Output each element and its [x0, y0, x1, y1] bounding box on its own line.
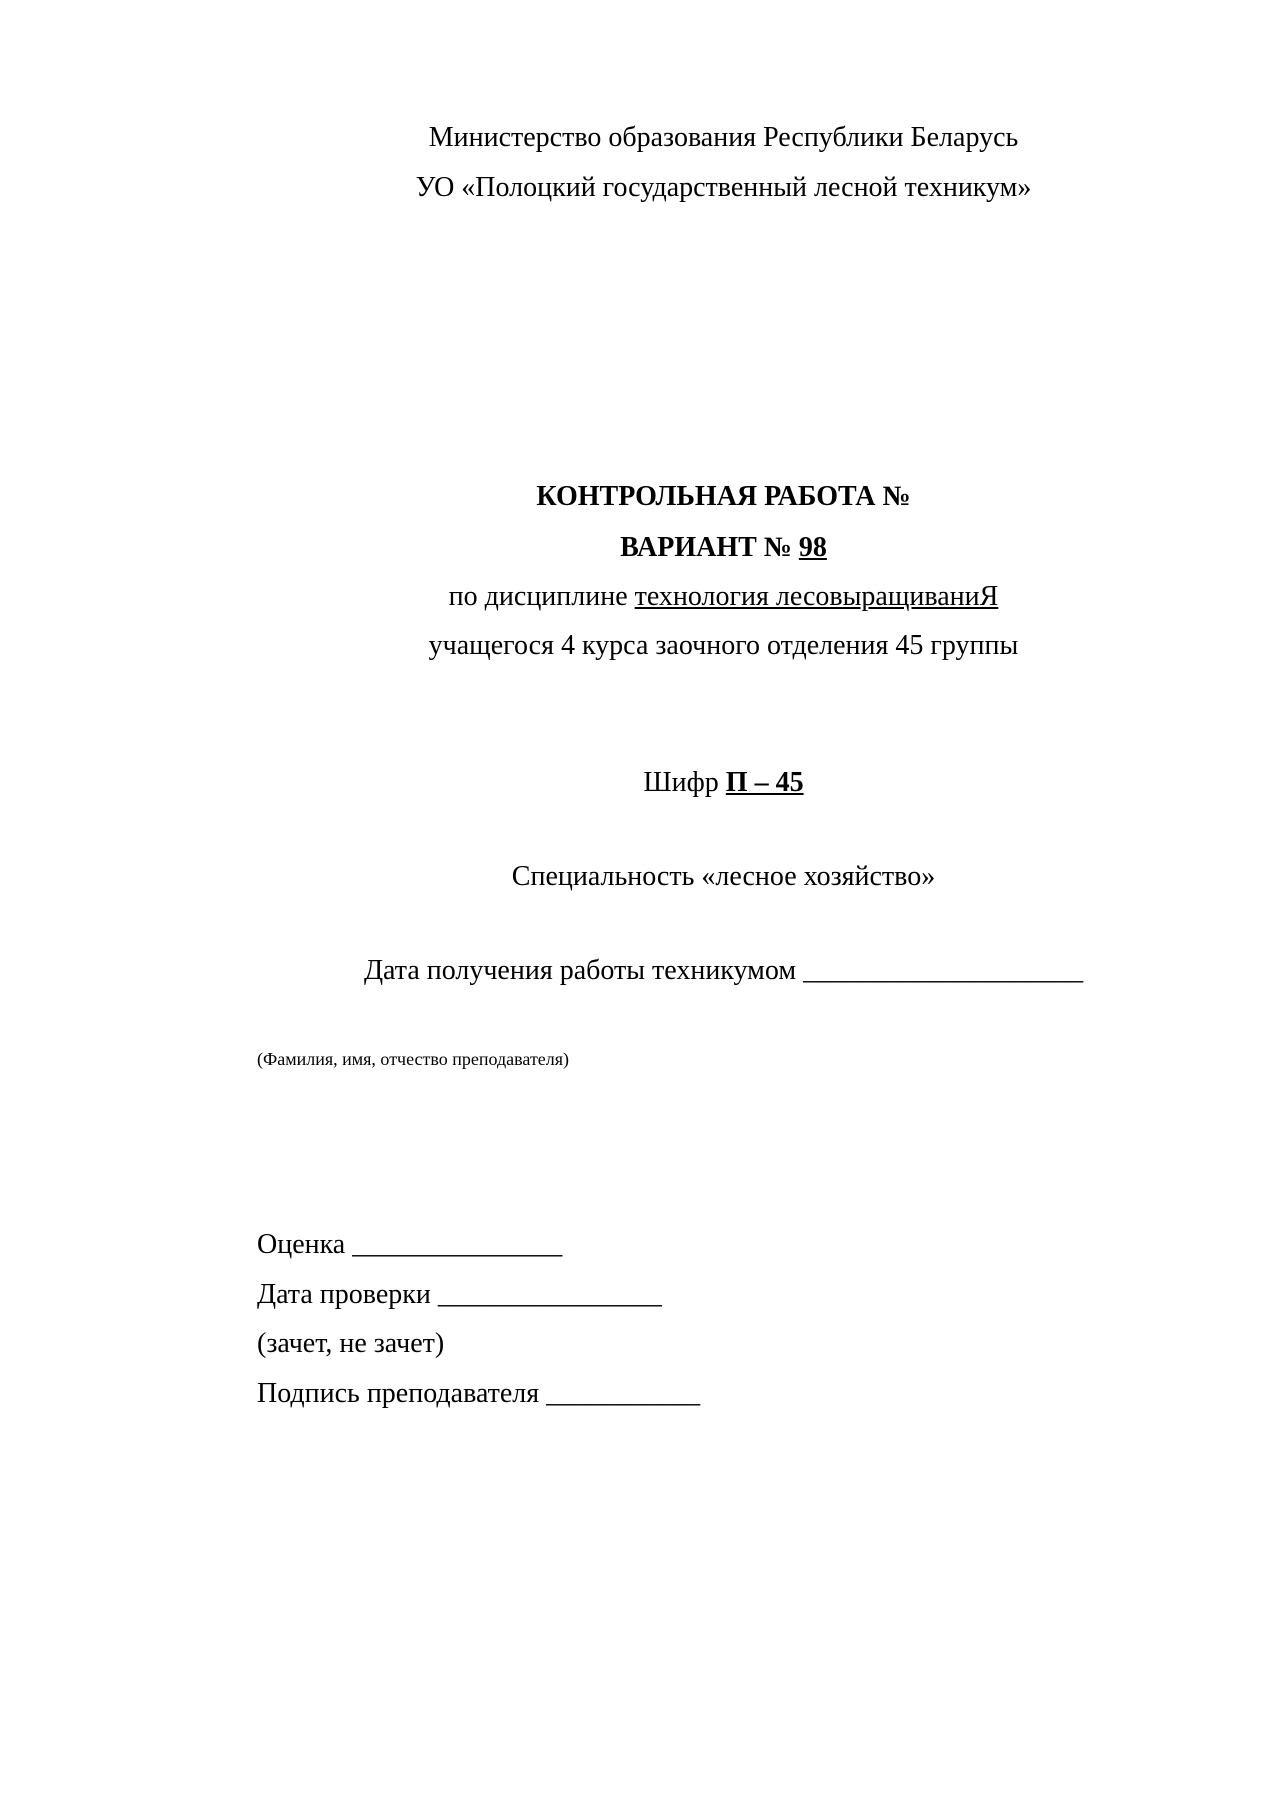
receipt-date-line	[0, 954, 1280, 988]
institution-heading: УО «Полоцкий государственный лесной техникум»	[415, 172, 1032, 203]
discipline-prefix: по дисциплине	[448, 581, 628, 612]
discipline-line	[0, 580, 1280, 614]
ministry-heading: Министерство образования Республики Беларусь	[428, 122, 1019, 153]
receipt-date-label: Дата получения работы техникумом	[363, 955, 797, 986]
signature-line	[257, 1377, 700, 1411]
check-date-line	[257, 1278, 662, 1312]
teacher-caption: (Фамилия, имя, отчество преподавателя)	[257, 1049, 570, 1069]
receipt-date-blank: ____________________	[803, 955, 1084, 986]
signature-label: Подпись преподавателя	[257, 1378, 540, 1409]
work-title: КОНТРОЛЬНАЯ РАБОТА №	[536, 481, 911, 512]
student-line: учащегося 4 курса заочного отделения 45 группы	[428, 630, 1019, 661]
cipher-value: П – 45	[725, 767, 804, 798]
grade-blank: _______________	[352, 1229, 563, 1260]
cipher-label: Шифр	[643, 767, 719, 798]
grade-line	[257, 1228, 562, 1262]
signature-blank: ___________	[546, 1378, 701, 1409]
discipline-name: технология лесовыращиваниЯ	[634, 581, 999, 612]
variant-number: 98	[798, 532, 827, 563]
variant-line	[0, 531, 1280, 565]
pass-note: (зачет, не зачет)	[257, 1328, 445, 1359]
grade-label: Оценка	[257, 1229, 346, 1260]
variant-label: ВАРИАНТ №	[620, 532, 792, 563]
cipher-line	[0, 766, 1280, 800]
specialty-line: Специальность «лесное хозяйство»	[511, 861, 936, 892]
check-date-blank: ________________	[437, 1279, 662, 1310]
check-date-label: Дата проверки	[257, 1279, 431, 1310]
